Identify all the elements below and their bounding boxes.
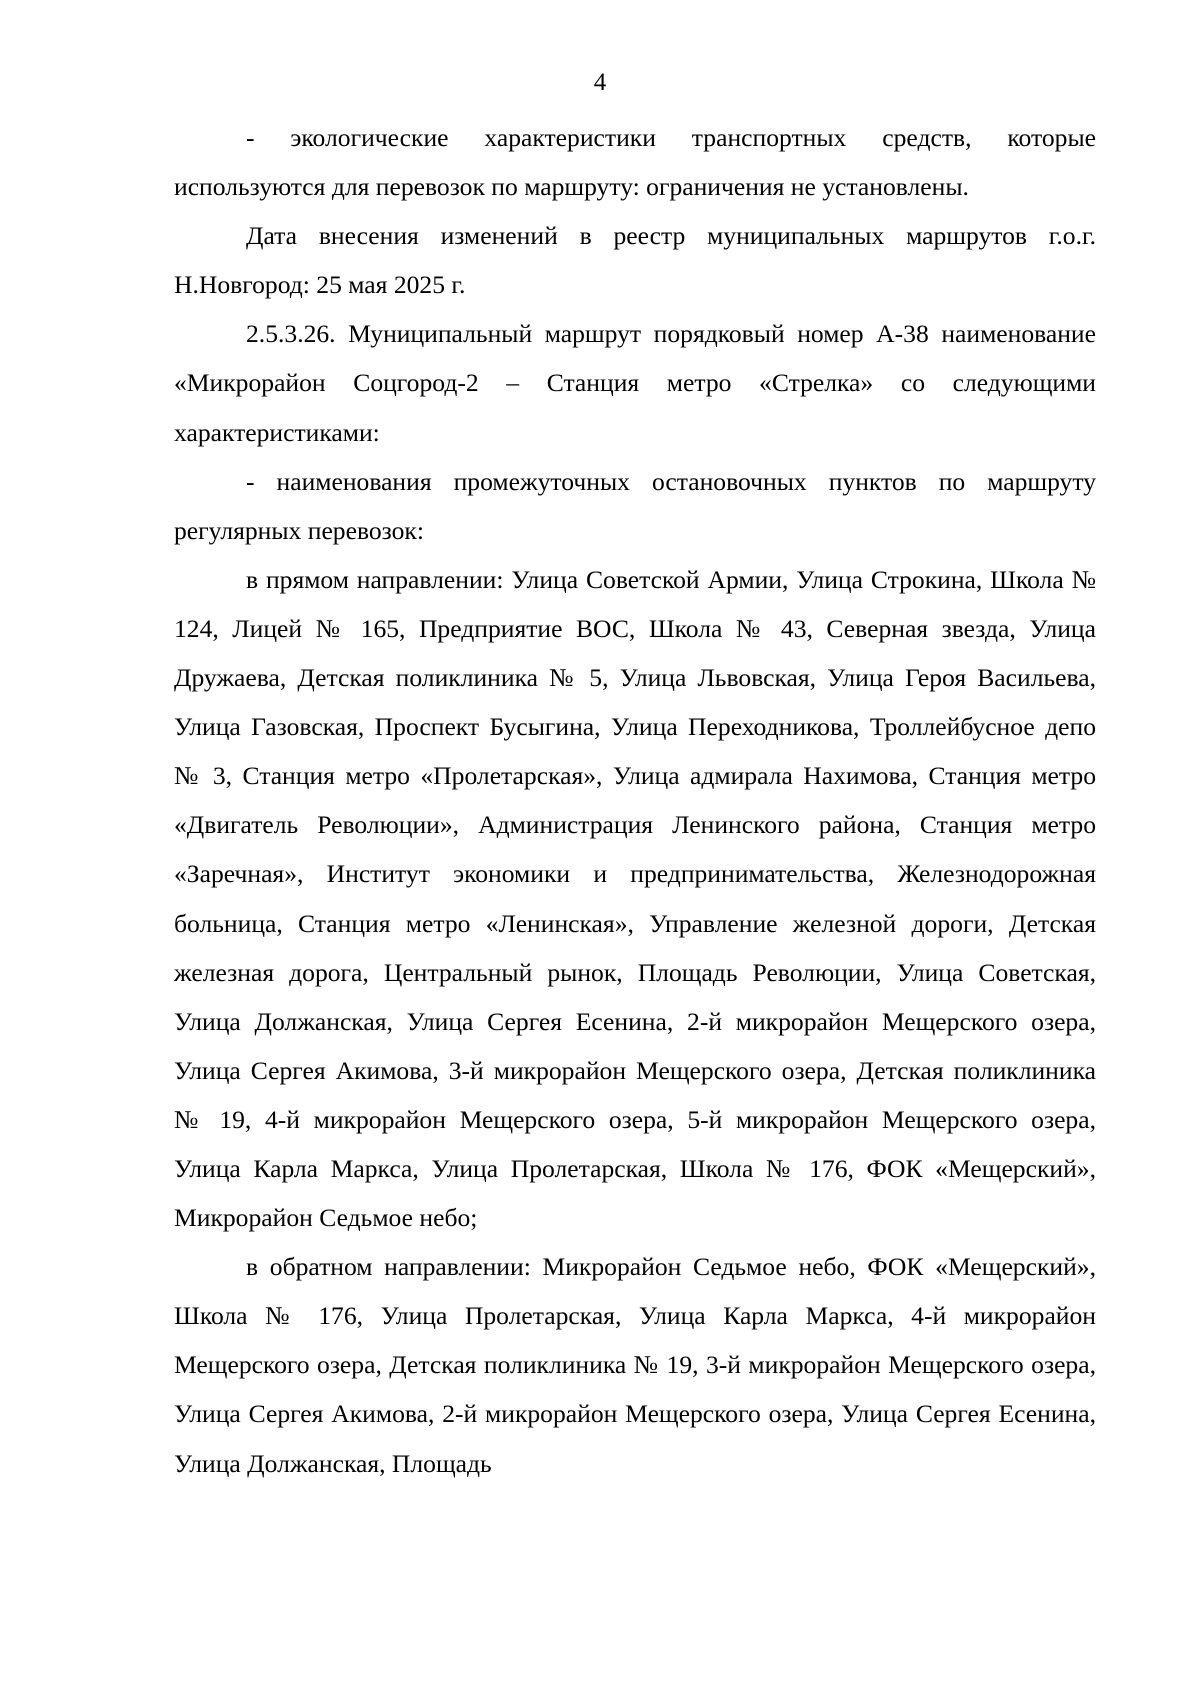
paragraph-intermediate-stops-heading: - наименования промежуточных остановочных пунктов по маршруту регулярных перевозок:: [174, 466, 1096, 545]
paragraph-ecological-characteristics: - экологические характеристики транспортных средств, которые используются для перевозок по маршруту: ограничения не установлены.: [174, 123, 1096, 202]
paragraph-reverse-direction-stops: в обратном направлении: Микрорайон Седьмое небо, ФОК «Мещерский», Школа № 176, Улица Пролетарская, Улица Карла Маркса, 4-й микрорайон Мещерского озера, Детская поликлиника № 19, 3-й микрорайон Мещерского озера, Улица Сергея Акимова, 2-й микрорайон Мещерского озера, Улица Сергея Есенина, Улица Должанская, Площадь: [174, 1252, 1096, 1478]
paragraph-forward-direction-stops: в прямом направлении: Улица Советской Армии, Улица Строкина, Школа № 124, Лицей № 165, Предприятие ВОС, Школа № 43, Северная звезда, Улица Дружаева, Детская поликлиника № 5, Улица Львовская, Улица Героя Васильева, Улица Газовская, Проспект Бусыгина, Улица Переходникова, Троллейбусное депо № 3, Станция метро «Пролетарская», Улица адмирала Нахимова, Станция метро «Двигатель Революции», Администрация Ленинского района, Станция метро «Заречная», Институт экономики и предпринимательства, Железнодорожная больница, Станция метро «Ленинская», Управление железной дороги, Детская железная дорога, Центральный рынок, Площадь Революции, Улица Советская, Улица Должанская, Улица Сергея Есенина, 2-й микрорайон Мещерского озера, Улица Сергея Акимова, 3-й микрорайон Мещерского озера, Детская поликлиника № 19, 4-й микрорайон Мещерского озера, 5-й микрорайон Мещерского озера, Улица Карла Маркса, Улица Пролетарская, Школа № 176, ФОК «Мещерский», Микрорайон Седьмое небо;: [174, 564, 1096, 1233]
document-body: [174, 113, 1096, 1488]
paragraph-route-a38-heading: 2.5.3.26. Муниципальный маршрут порядковый номер А-38 наименование «Микрорайон Соцгород-2 – Станция метро «Стрелка» со следующими характеристиками:: [174, 319, 1096, 447]
paragraph-registry-change-date: Дата внесения изменений в реестр муниципальных маршрутов г.о.г. Н.Новгород: 25 мая 2025 г.: [174, 221, 1096, 300]
page-number: 4: [593, 69, 607, 96]
